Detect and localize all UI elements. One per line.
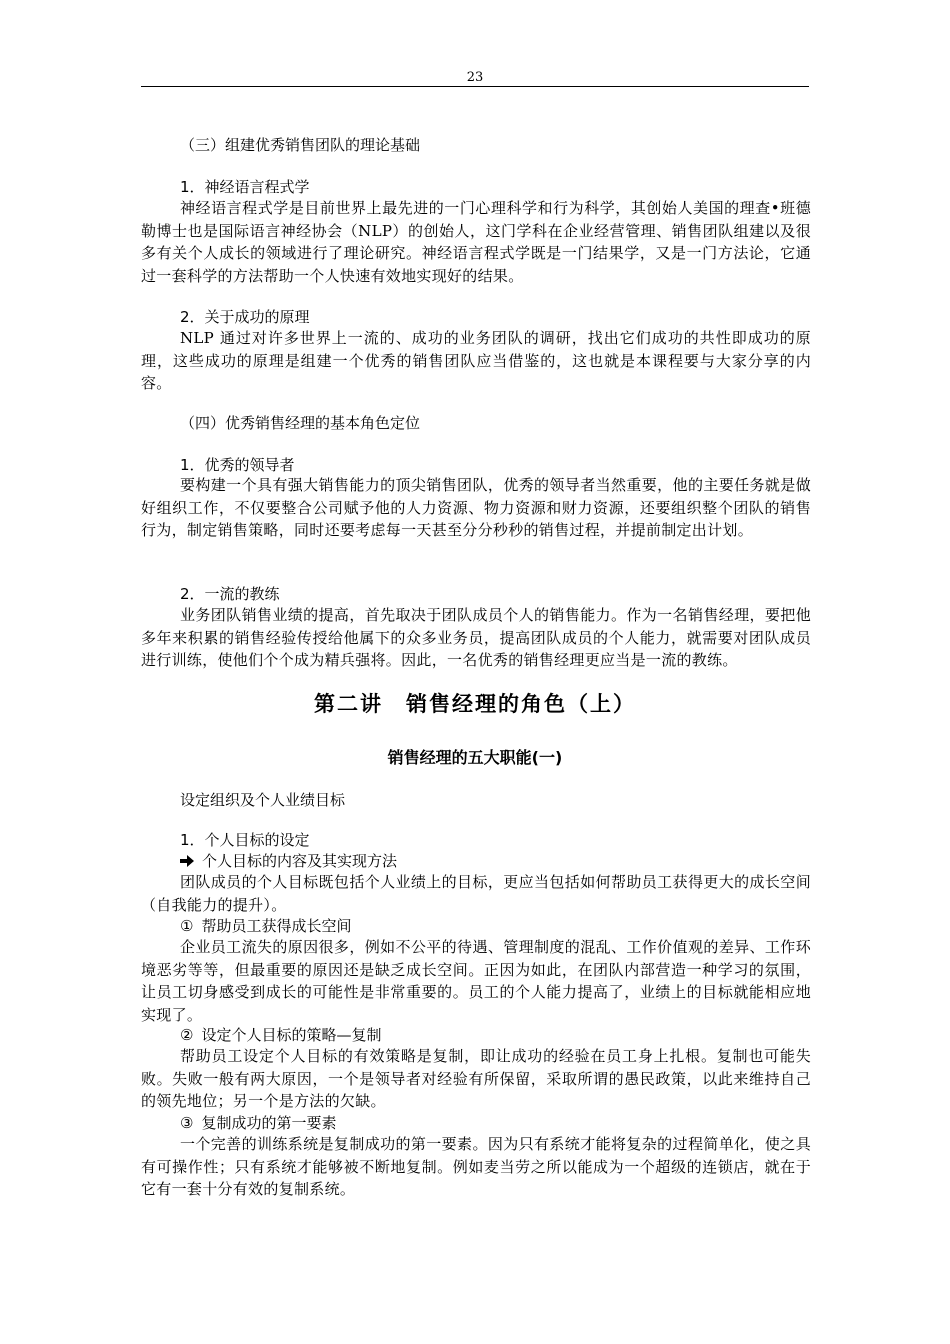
subheading-leader: 1．优秀的领导者	[180, 456, 295, 474]
numbered-item-2	[141, 1024, 850, 1046]
paragraph-first-element: 一个完善的训练系统是复制成功的第一要素。因为只有系统才能将复杂的过程简单化，使之具有可操作性；只有系统才能够被不断地复制。例如麦当劳之所以能成为一个超级的连锁店，就在于它有一套十分有效的复制系统。	[141, 1135, 811, 1198]
circled-number-1: ①	[180, 917, 194, 935]
paragraph-success-principle: NLP 通过对许多世界上一流的、成功的业务团队的调研，找出它们成功的共性即成功的原理，这些成功的原理是组建一个优秀的销售团队应当借鉴的，这也就是本课程要与大家分享的内容。	[141, 329, 811, 392]
circled-number-3: ③	[180, 1114, 194, 1132]
subheading-coach: 2．一流的教练	[180, 585, 280, 603]
numbered-item-3-text: 复制成功的第一要素	[201, 1114, 337, 1132]
chapter-title: 第二讲 销售经理的角色（上）	[314, 692, 636, 716]
paragraph-nlp: 神经语言程式学是目前世界上最先进的一门心理科学和行为科学，其创始人美国的理查•班德勒博士也是国际语言神经协会（NLP）的创始人，这门学科在企业经营管理、销售团队组建以及很多有关个人成长的领域进行了理论研究。神经语言程式学既是一门结果学，又是一门方法论，它通过一套科学的方法帮助一个人快速有效地实现好的结果。	[141, 199, 811, 285]
subheading-personal-goal: 1．个人目标的设定	[180, 831, 310, 849]
section-heading-3: （三）组建优秀销售团队的理论基础	[180, 136, 421, 154]
numbered-item-1-text: 帮助员工获得成长空间	[201, 917, 352, 935]
circled-number-2: ②	[180, 1026, 194, 1044]
chapter-subtitle: 销售经理的五大职能(一)	[387, 748, 563, 767]
numbered-item-1	[141, 915, 850, 937]
subheading-success-principle: 2．关于成功的原理	[180, 308, 310, 326]
numbered-item-3	[141, 1112, 850, 1134]
subheading-nlp: 1．神经语言程式学	[180, 178, 310, 196]
header-rule	[141, 86, 809, 87]
paragraph-growth-space: 企业员工流失的原因很多，例如不公平的待遇、管理制度的混乱、工作价值观的差异、工作环境恶劣等等，但最重要的原因还是缺乏成长空间。正因为如此，在团队内部营造一种学习的氛围，让员工切身感受到成长的可能性是非常重要的。员工的个人能力提高了，业绩上的目标就能相应地实现了。	[141, 938, 811, 1024]
topic-heading: 设定组织及个人业绩目标	[180, 791, 346, 809]
paragraph-replication-strategy: 帮助员工设定个人目标的有效策略是复制，即让成功的经验在员工身上扎根。复制也可能失败。失败一般有两大原因，一个是领导者对经验有所保留，采取所谓的愚民政策，以此来维持自己的领先地位；另一个是方法的欠缺。	[141, 1047, 811, 1110]
numbered-item-2-text: 设定个人目标的策略—复制	[201, 1026, 382, 1044]
arrow-item-text: 个人目标的内容及其实现方法	[202, 852, 398, 870]
paragraph-personal-goal: 团队成员的个人目标既包括个人业绩上的目标，更应当包括如何帮助员工获得更大的成长空间（自我能力的提升）。	[141, 873, 811, 914]
section-heading-4: （四）优秀销售经理的基本角色定位	[180, 414, 421, 432]
arrow-list-item	[141, 850, 850, 872]
paragraph-coach: 业务团队销售业绩的提高，首先取决于团队成员个人的销售能力。作为一名销售经理，要把他多年来积累的销售经验传授给他属下的众多业务员，提高团队成员的个人能力，就需要对团队成员进行训练，使他们个个成为精兵强将。因此，一名优秀的销售经理更应当是一流的教练。	[141, 606, 811, 669]
right-arrow-icon	[180, 850, 194, 872]
paragraph-leader: 要构建一个具有强大销售能力的顶尖销售团队，优秀的领导者当然重要，他的主要任务就是做好组织工作，不仅要整合公司赋予他的人力资源、物力资源和财力资源，还要组织整个团队的销售行为，制定销售策略，同时还要考虑每一天甚至分分秒秒的销售过程，并提前制定出计划。	[141, 476, 811, 539]
page-number: 23	[466, 70, 484, 85]
